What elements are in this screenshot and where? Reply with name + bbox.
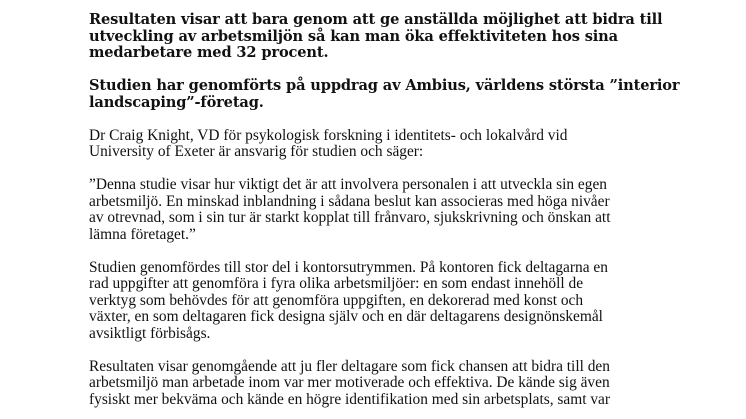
text-line: medarbetare med 32 procent.	[89, 44, 329, 61]
text-line: av otrevnad, som i sin tur är starkt kopplat till frånvaro, sjukskrivning och önskan att	[89, 209, 611, 226]
text-line: Dr Craig Knight, VD för psykologisk forskning i identitets- och lokalvård vid	[89, 126, 568, 144]
text-line: avsiktligt förbisågs.	[89, 324, 211, 342]
paragraph-gap	[89, 111, 689, 128]
text-line: University of Exeter är ansvarig för studien och säger:	[89, 143, 424, 160]
paragraph-lead-study	[89, 78, 689, 111]
text-line: rad uppgifter att genomföra i fyra olika arbetsmiljöer: en som endast innehöll de	[89, 275, 584, 292]
paragraph-method	[89, 260, 689, 343]
text-line: arbetsmiljö man arbetade inom var mer motiverade och effektiva. De kände sig även	[89, 374, 610, 391]
text-line: Resultaten visar att bara genom att ge anställda möjlighet att bidra till	[89, 11, 663, 28]
paragraph-gap	[89, 342, 689, 359]
text-line: verktyg som behövdes för att genomföra uppgiften, en dekorerad med konst och	[89, 291, 584, 309]
paragraph-gap	[89, 161, 689, 178]
paragraph-gap	[89, 243, 689, 260]
text-line: Studien har genomförts på uppdrag av Ambius, världens största ”interior	[89, 77, 680, 94]
text-line: ”Denna studie visar hur viktigt det är att involvera personalen i att utveckla sin egen	[89, 176, 607, 193]
paragraph-author	[89, 128, 689, 161]
text-line: arbetsmiljö. En minskad inblandning i sådana beslut kan associeras med höga nivåer	[89, 192, 610, 210]
paragraph-gap	[89, 62, 689, 79]
text-line: Resultaten visar genomgående att ju fler deltagare som fick chansen att bidra till den	[89, 357, 610, 375]
text-line: landscaping”-företag.	[89, 93, 264, 111]
document-body	[89, 12, 689, 408]
paragraph-results	[89, 359, 689, 409]
text-line: Studien genomfördes till stor del i kontorsutrymmen. På kontoren fick deltagarna en	[89, 258, 608, 276]
text-line: växter, en som deltagaren fick designa själv och en där deltagarens designönskemål	[89, 308, 603, 325]
paragraph-lead-result	[89, 12, 689, 62]
text-line: fysiskt mer bekväma och kände en högre identifikation med sin arbetsplats, samt var	[89, 390, 610, 408]
text-line: utveckling av arbetsmiljön så kan man öka effektiviteten hos sina	[89, 27, 618, 45]
text-line: lämna företaget.”	[89, 225, 196, 243]
paragraph-quote	[89, 177, 689, 243]
